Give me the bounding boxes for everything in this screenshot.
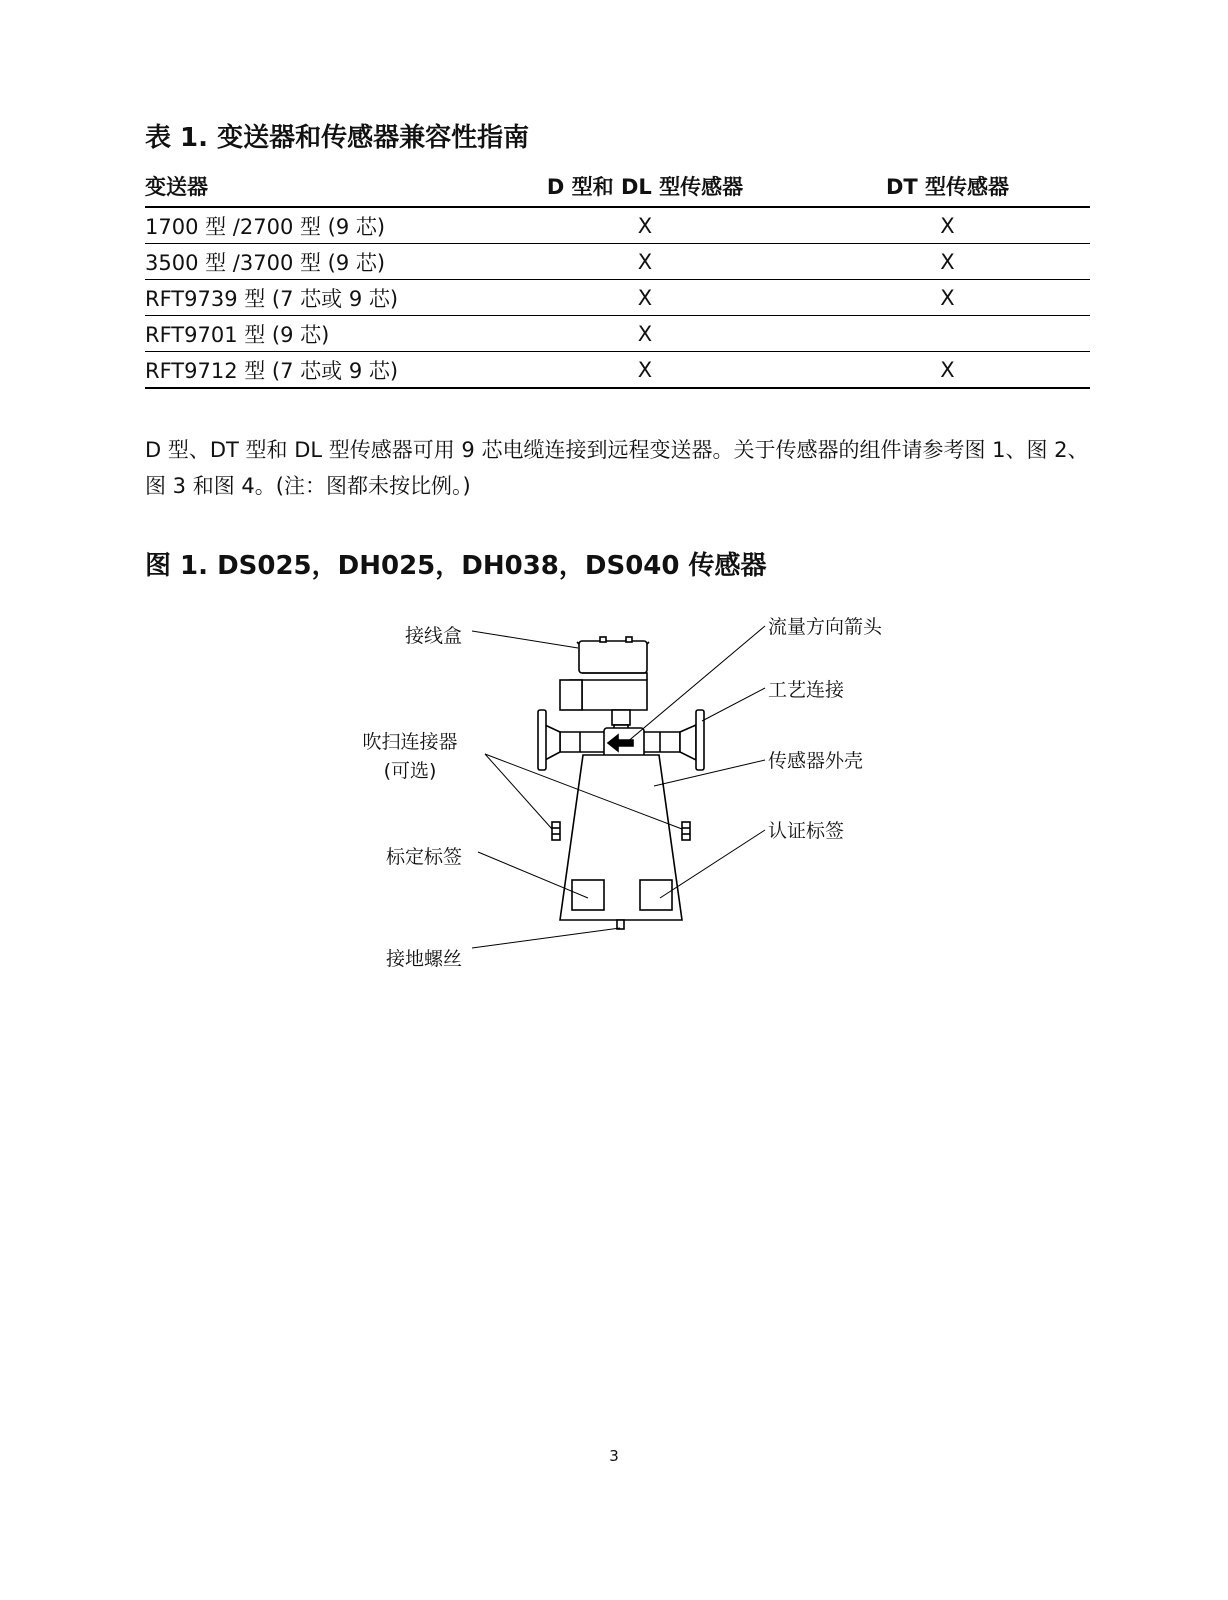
header-transmitter: 变送器 bbox=[145, 166, 485, 207]
table-row bbox=[145, 352, 1090, 389]
table-row bbox=[145, 280, 1090, 316]
cell-d-dl: X bbox=[485, 207, 805, 244]
approval-tag-shape bbox=[640, 880, 672, 910]
header-d-dl-sensor: D 型和 DL 型传感器 bbox=[485, 166, 805, 207]
sensor-diagram bbox=[0, 600, 1228, 1000]
junction-box-shape bbox=[560, 637, 649, 710]
label-process-connection: 工艺连接 bbox=[768, 679, 845, 701]
table-row bbox=[145, 316, 1090, 352]
label-purge-optional: (可选) bbox=[383, 760, 437, 782]
cell-dt bbox=[805, 316, 1090, 352]
cell-d-dl: X bbox=[485, 352, 805, 389]
table-header-row bbox=[145, 166, 1090, 207]
left-flange-shape bbox=[538, 710, 546, 770]
cell-dt: X bbox=[805, 280, 1090, 316]
table-title: 表 1. 变送器和传感器兼容性指南 bbox=[145, 123, 530, 153]
cell-transmitter: 1700 型 /2700 型 (9 芯) bbox=[145, 207, 485, 244]
cell-transmitter: RFT9712 型 (7 芯或 9 芯) bbox=[145, 352, 485, 389]
cell-d-dl: X bbox=[485, 244, 805, 280]
label-junction-box: 接线盒 bbox=[404, 625, 462, 647]
table-row bbox=[145, 207, 1090, 244]
label-flow-arrow: 流量方向箭头 bbox=[768, 616, 883, 638]
page-number: 3 bbox=[609, 1447, 619, 1465]
header-dt-sensor: DT 型传感器 bbox=[805, 166, 1090, 207]
right-flange-shape bbox=[696, 710, 704, 770]
cell-d-dl: X bbox=[485, 280, 805, 316]
table-row bbox=[145, 244, 1090, 280]
figure-title: 图 1. DS025，DH025，DH038，DS040 传感器 bbox=[145, 551, 767, 581]
cell-d-dl: X bbox=[485, 316, 805, 352]
label-ground-screw: 接地螺丝 bbox=[385, 948, 462, 970]
ground-screw-shape bbox=[617, 920, 624, 929]
cell-dt: X bbox=[805, 352, 1090, 389]
cell-dt: X bbox=[805, 244, 1090, 280]
cell-transmitter: 3500 型 /3700 型 (9 芯) bbox=[145, 244, 485, 280]
cell-transmitter: RFT9701 型 (9 芯) bbox=[145, 316, 485, 352]
label-sensor-housing: 传感器外壳 bbox=[768, 750, 864, 772]
label-calibration-tag: 标定标签 bbox=[385, 846, 462, 868]
compatibility-table bbox=[145, 166, 1090, 389]
cell-transmitter: RFT9739 型 (7 芯或 9 芯) bbox=[145, 280, 485, 316]
body-paragraph: D 型、DT 型和 DL 型传感器可用 9 芯电缆连接到远程变送器。关于传感器的组件请参考图 1、图 2、图 3 和图 4。(注：图都未按比例。) bbox=[145, 438, 1089, 498]
label-purge-connector: 吹扫连接器 bbox=[362, 731, 458, 753]
cell-dt: X bbox=[805, 207, 1090, 244]
calibration-tag-shape bbox=[572, 880, 604, 910]
label-approval-tag: 认证标签 bbox=[768, 820, 845, 842]
